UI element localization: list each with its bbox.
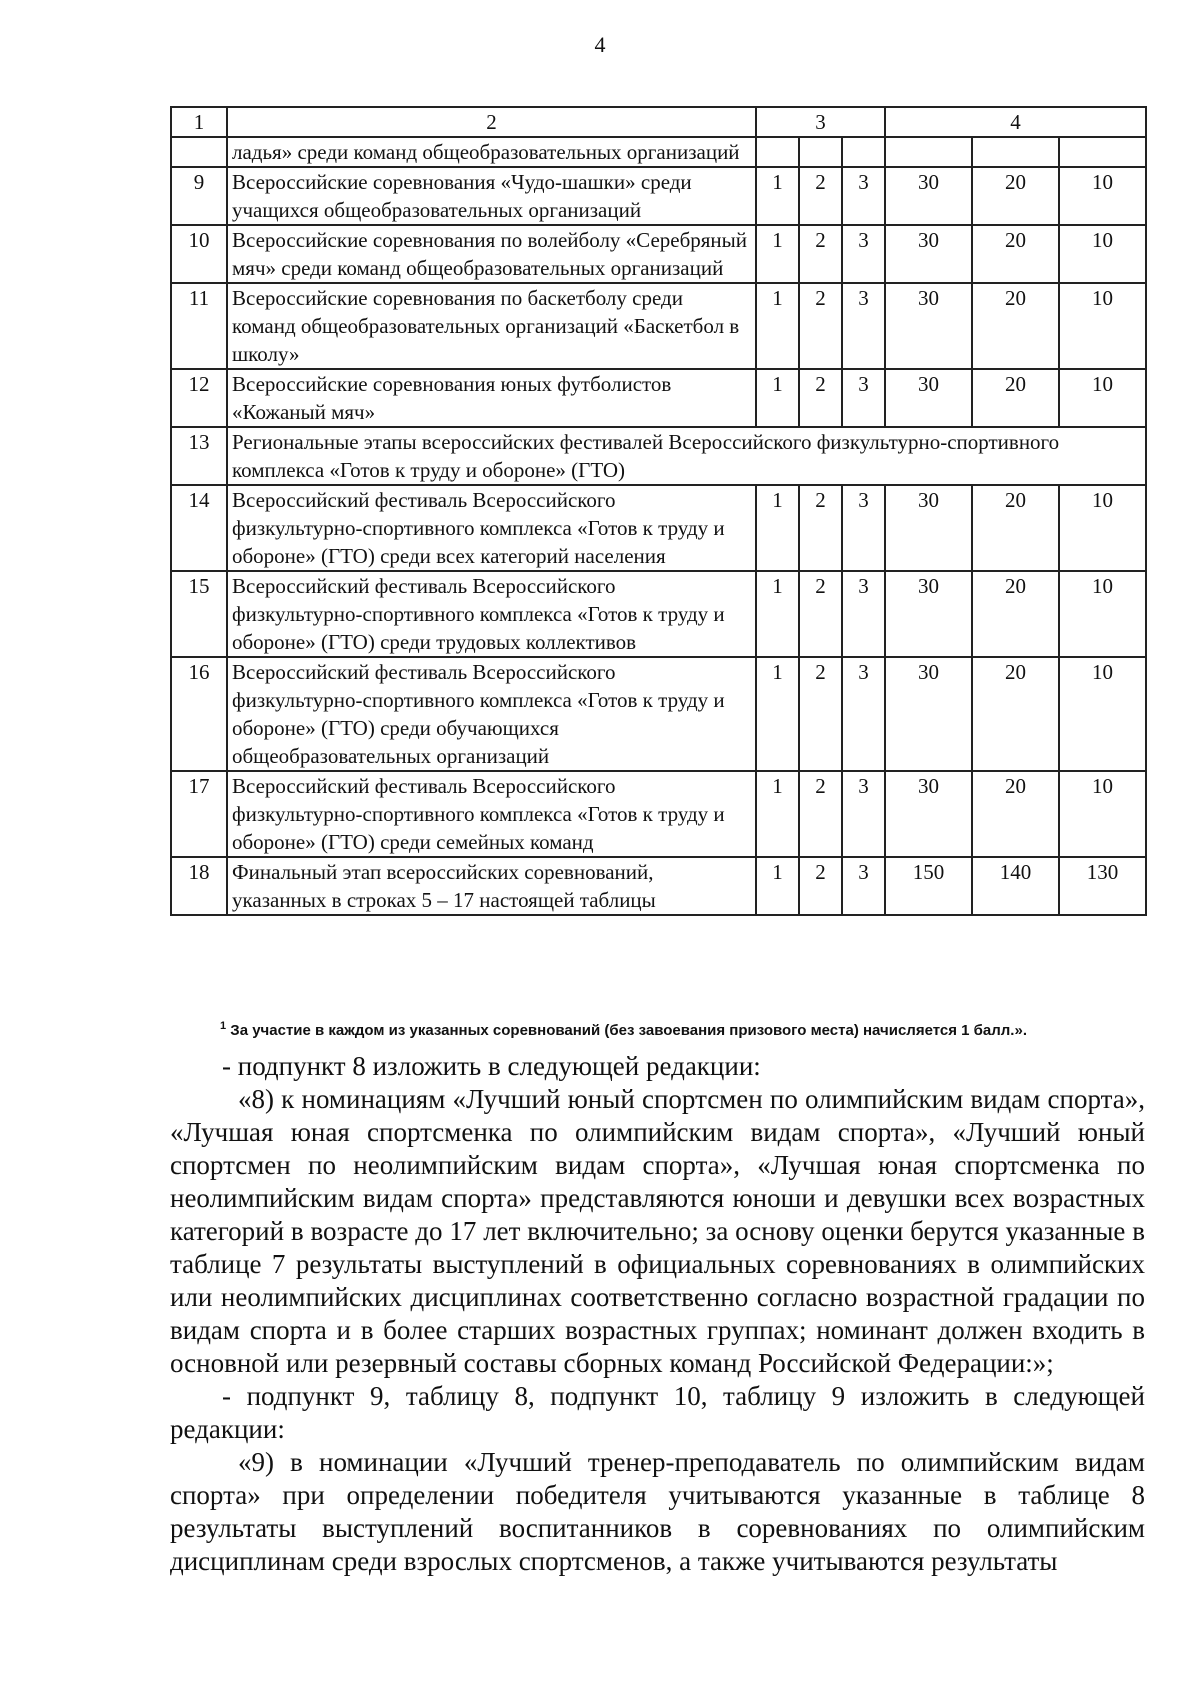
place-cell: 2 <box>799 369 842 427</box>
place-cell: 1 <box>756 369 799 427</box>
place-cell: 2 <box>799 485 842 571</box>
points-cell: 20 <box>972 369 1059 427</box>
paragraph-subpoint-9: - подпункт 9, таблицу 8, подпункт 10, таблицу 9 изложить в следующей редакции: <box>170 1381 1145 1444</box>
row-number: 14 <box>171 485 227 571</box>
header-col-4: 4 <box>885 107 1146 137</box>
points-cell: 10 <box>1059 771 1146 857</box>
row-number: 15 <box>171 571 227 657</box>
place-cell <box>799 137 842 167</box>
competition-name: ладья» среди команд общеобразовательных организаций <box>227 137 756 167</box>
table-row <box>171 485 1146 571</box>
page-number: 4 <box>594 32 606 57</box>
points-cell: 150 <box>885 857 972 915</box>
place-cell: 1 <box>756 571 799 657</box>
points-cell: 20 <box>972 657 1059 771</box>
points-cell: 30 <box>885 283 972 369</box>
place-cell: 3 <box>842 485 885 571</box>
competition-name: Всероссийский фестиваль Всероссийского физкультурно-спортивного комплекса «Готов к труду и обороне» (ГТО) среди всех категорий населения <box>227 485 756 571</box>
competition-name: Всероссийские соревнования юных футболистов «Кожаный мяч» <box>227 369 756 427</box>
place-cell: 2 <box>799 857 842 915</box>
competition-name: Всероссийские соревнования «Чудо-шашки» среди учащихся общеобразовательных организаций <box>227 167 756 225</box>
place-cell: 1 <box>756 657 799 771</box>
place-cell: 1 <box>756 225 799 283</box>
points-cell <box>1059 137 1146 167</box>
paragraph-subpoint-8: - подпункт 8 изложить в следующей редакции: <box>222 1051 761 1081</box>
competition-name: Всероссийский фестиваль Всероссийского физкультурно-спортивного комплекса «Готов к труду и обороне» (ГТО) среди обучающихся общеобразовательных организаций <box>227 657 756 771</box>
points-cell: 30 <box>885 485 972 571</box>
table-row-continuation <box>171 137 1146 167</box>
place-cell <box>842 137 885 167</box>
table-row <box>171 857 1146 915</box>
points-cell: 20 <box>972 771 1059 857</box>
place-cell: 3 <box>842 857 885 915</box>
points-cell: 10 <box>1059 225 1146 283</box>
place-cell: 1 <box>756 167 799 225</box>
score-table <box>170 106 1147 916</box>
footnote-text: За участие в каждом из указанных соревнований (без завоевания призового места) начисляется 1 балл.». <box>230 1022 1027 1039</box>
table-row <box>171 427 1146 485</box>
points-cell: 10 <box>1059 283 1146 369</box>
table-row <box>171 167 1146 225</box>
points-cell: 30 <box>885 167 972 225</box>
place-cell: 1 <box>756 485 799 571</box>
place-cell: 2 <box>799 571 842 657</box>
row-number: 10 <box>171 225 227 283</box>
competition-name: Всероссийский фестиваль Всероссийского физкультурно-спортивного комплекса «Готов к труду и обороне» (ГТО) среди трудовых коллективов <box>227 571 756 657</box>
points-cell <box>972 137 1059 167</box>
place-cell: 3 <box>842 369 885 427</box>
place-cell: 2 <box>799 283 842 369</box>
points-cell: 10 <box>1059 657 1146 771</box>
competition-name: Всероссийский фестиваль Всероссийского физкультурно-спортивного комплекса «Готов к труду и обороне» (ГТО) среди семейных команд <box>227 771 756 857</box>
place-cell: 2 <box>799 167 842 225</box>
place-cell: 2 <box>799 771 842 857</box>
row-number: 11 <box>171 283 227 369</box>
place-cell: 3 <box>842 657 885 771</box>
row-number: 18 <box>171 857 227 915</box>
points-cell: 20 <box>972 485 1059 571</box>
table-header-row <box>171 107 1146 137</box>
points-cell: 30 <box>885 771 972 857</box>
place-cell: 2 <box>799 657 842 771</box>
row-number: 17 <box>171 771 227 857</box>
place-cell: 2 <box>799 225 842 283</box>
points-cell: 140 <box>972 857 1059 915</box>
place-cell: 1 <box>756 771 799 857</box>
points-cell: 20 <box>972 571 1059 657</box>
place-cell: 3 <box>842 571 885 657</box>
row-number: 12 <box>171 369 227 427</box>
table-row <box>171 225 1146 283</box>
header-col-3: 3 <box>756 107 885 137</box>
footnote <box>220 1020 1150 1039</box>
footnote-mark: 1 <box>220 1020 227 1032</box>
points-cell: 130 <box>1059 857 1146 915</box>
paragraph-subpoint-8-text: «8) к номинациям «Лучший юный спортсмен по олимпийским видам спорта», «Лучшая юная спортсменка по олимпийским видам спорта», «Лучший юный спортсмен по неолимпийским видам спорта», «Лучшая юная спортсменка по неолимпийским видам спорта» представляются юноши и девушки всех возрастных категорий в возрасте до 17 лет включительно; за основу оценки берутся указанные в таблице 7 результаты выступлений в официальных соревнованиях в олимпийских или неолимпийских дисциплинах соответственно согласно возрастной градации по видам спорта и в более старших возрастных группах; номинант должен входить в основной или резервный составы сборных команд Российской Федерации:»; <box>170 1084 1145 1378</box>
competition-name: Всероссийские соревнования по волейболу «Серебряный мяч» среди команд общеобразовательных организаций <box>227 225 756 283</box>
points-cell: 30 <box>885 225 972 283</box>
header-col-1: 1 <box>171 107 227 137</box>
table-row <box>171 369 1146 427</box>
place-cell <box>756 137 799 167</box>
competition-name: Региональные этапы всероссийских фестивалей Всероссийского физкультурно-спортивного комплекса «Готов к труду и обороне» (ГТО) <box>227 427 1146 485</box>
table-row <box>171 283 1146 369</box>
row-number <box>171 137 227 167</box>
place-cell: 3 <box>842 167 885 225</box>
competition-name: Финальный этап всероссийских соревнований, указанных в строках 5 – 17 настоящей таблицы <box>227 857 756 915</box>
points-cell: 20 <box>972 167 1059 225</box>
points-cell <box>885 137 972 167</box>
place-cell: 1 <box>756 857 799 915</box>
header-col-2: 2 <box>227 107 756 137</box>
row-number: 16 <box>171 657 227 771</box>
points-cell: 20 <box>972 225 1059 283</box>
table-row <box>171 771 1146 857</box>
points-cell: 30 <box>885 571 972 657</box>
row-number: 13 <box>171 427 227 485</box>
place-cell: 3 <box>842 225 885 283</box>
points-cell: 20 <box>972 283 1059 369</box>
place-cell: 3 <box>842 283 885 369</box>
paragraph-subpoint-9-text: «9) в номинации «Лучший тренер-преподаватель по олимпийским видам спорта» при определении победителя учитываются указанные в таблице 8 результаты выступлений воспитанников в соревнованиях по олимпийским дисциплинам среди взрослых спортсменов, а также учитываются результаты <box>170 1447 1145 1576</box>
points-cell: 10 <box>1059 369 1146 427</box>
table-row <box>171 571 1146 657</box>
body-text <box>170 1050 1145 1578</box>
place-cell: 3 <box>842 771 885 857</box>
table-row <box>171 657 1146 771</box>
points-cell: 10 <box>1059 167 1146 225</box>
competition-name: Всероссийские соревнования по баскетболу среди команд общеобразовательных организаций «Баскетбол в школу» <box>227 283 756 369</box>
place-cell: 1 <box>756 283 799 369</box>
points-cell: 30 <box>885 369 972 427</box>
points-cell: 10 <box>1059 485 1146 571</box>
points-cell: 30 <box>885 657 972 771</box>
points-cell: 10 <box>1059 571 1146 657</box>
row-number: 9 <box>171 167 227 225</box>
